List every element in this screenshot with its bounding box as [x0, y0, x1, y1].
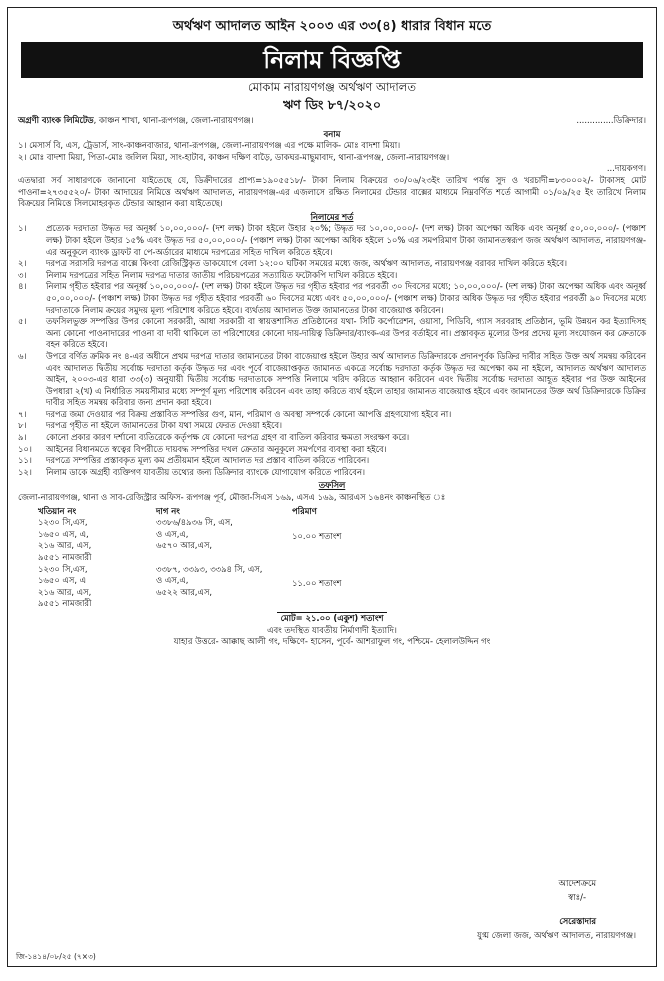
dag-line: ৬৫২২ আর,এস, — [156, 586, 213, 597]
khatian-line: ৯৫৫১ নামজারী — [38, 598, 92, 609]
condition-number: ৭। — [18, 408, 27, 419]
condition-number: ১২। — [18, 466, 32, 477]
table-header-khatian: খতিয়ান নং — [38, 505, 77, 516]
condition-text: দরপত্রে সম্পত্তির প্রস্তাবকৃত মূল্য কম প্রতীয়মান হইলে আদালত দর প্রস্তাব বাতিল করিতে পারিবেন। — [46, 455, 370, 466]
dag-line: ও এস,এ, — [156, 575, 189, 586]
khatian-line: ২১৬ আর, এস, — [38, 540, 92, 551]
law-reference-header: অর্থঋণ আদালত আইন ২০০৩ এর ৩৩(৪) ধারার বিধান মতে — [172, 19, 492, 34]
decree-holder-name: অগ্রণী ব্যাংক লিমিটেড — [18, 115, 94, 126]
condition-number: ৩। — [18, 269, 27, 280]
khatian-line: ১৬৫০ এস, এ, — [38, 528, 89, 539]
signatory-title: সেরেস্তাদার — [559, 916, 596, 926]
khatian-line: ১২৩০ সি,এস, — [38, 517, 88, 528]
decree-holder-line — [18, 115, 646, 127]
condition-item — [18, 258, 646, 270]
table-header-amount: পরিমাণ — [292, 505, 317, 516]
debtor-list — [18, 140, 646, 175]
signatory-office: যুগ্ম জেলা জজ, অর্থঋণ আদালত, নারায়ণগঞ্জ। — [477, 930, 636, 940]
dag-line: ৬৫৭০ আর,এস, — [156, 540, 213, 551]
dag-line: ও এস,এ, — [156, 528, 189, 539]
intro-paragraph: এতদ্বারা সর্ব সাধারণকে জানানো যাইতেছে যে, ডিক্রীদারের প্রাপ্য=১৯০৫৫১৮/- টাকা নিলাম বিক্রয়ের ৩০/০৬/২৩ইং তারিখ পর্যন্ত সুদ ও খরচাদী=৮৩০০০২/- টাকাসহ মোট পাওনা=২৭৩৫৫২০/- টাকা আদায়ের নিমিত্তে অর্থঋণ আদালত, নারায়ণগঞ্জ-এর এজলাসে রক্ষিত নিলামের টেন্ডার বাক্সের মাধ্যমে নিম্নবর্ণিত শর্তে আগামী ০১/০৯/২৫ ইং তারিখে নিলাম বিক্রয়ের নিমিত্তে সিলমোহরকৃত টেন্ডার আহ্বান করা যাইতেছে। — [18, 175, 646, 209]
dag-line: ৩৩৮৬/৪৯৩৬ সি, এস, — [156, 517, 233, 528]
court-name: মোকাম নারায়ণগঞ্জ অর্থঋণ আদালত — [248, 79, 416, 94]
notice-title: নিলাম বিজ্ঞপ্তি — [21, 42, 643, 78]
conditions-list — [18, 223, 646, 478]
order-label: আদেশক্রমে — [558, 878, 596, 888]
condition-text: দরপত্র সরাসরি দরপত্র বাক্সে কিংবা রেজিস্ট্রিকৃত ডাকযোগে বেলা ১২:০০ ঘটিকা সময়ের মধ্যে জজ, অর্থঋণ আদালত, নারায়ণগঞ্জ বরাবর দাখিল করিতে হইবে। — [46, 258, 568, 269]
footer-code: জি-১৪১৪/০৮/২৫ (৭×৩) — [16, 951, 96, 961]
table-header-dag: দাগ নং — [156, 505, 180, 516]
condition-text: দরপত্র গৃহীত না হইলে জামানতের টাকা যথা সময়ে ফেরত দেওয়া হইবে। — [46, 420, 283, 431]
schedule-heading: তফসিল — [318, 480, 346, 491]
condition-item — [18, 281, 646, 316]
condition-item — [18, 409, 646, 421]
khatian-line: ৯৫৫১ নামজারী — [38, 552, 92, 563]
condition-item — [18, 455, 646, 467]
amount-cell: ১০.০০ শতাংশ — [292, 531, 342, 542]
amount-cell: ১১.০০ শতাংশ — [292, 577, 342, 588]
condition-text: দরপত্র জমা দেওয়ার পর বিক্রয় প্রস্তাবিত সম্পত্তির গুণ, মান, পরিমাণ ও অবস্থা সম্পর্কে কোনো আপত্তি গ্রহণযোগ্য হইবে না। — [46, 408, 452, 419]
condition-text: কোনো প্রকার কারণ দর্শানো ব্যতিরেকে কর্তৃপক্ষ যে কোনো দরপত্র গ্রহণ বা বাতিল করিবার ক্ষমতা সংরক্ষণ করে। — [46, 432, 410, 443]
signature: স্বাঃ/- — [568, 892, 586, 902]
condition-number: ২। — [18, 258, 27, 269]
condition-item — [18, 444, 646, 456]
conditions-heading: নিলামের শর্ত — [310, 211, 354, 222]
condition-item — [18, 270, 646, 282]
decree-holder-role: ..............ডিক্রিদার। — [576, 115, 646, 126]
condition-text: তফসিলভুক্ত সম্পত্তির উপর কোনো সরকারী, আধা সরকারী বা স্বায়ত্তশাসিত প্রতিষ্ঠানের যথা- সিটি কর্পোরেশন, ওয়াসা, পিডিবি, গ্যাস সরবরাহ প্রতিষ্ঠান, ভূমি উন্নয়ন কর ইত্যাদিসহ অন্য কোনো পাওনাদারের পাওনা বা দাবী থাকিলে তা পরিশোধের কোনো দায়-দায়িত্ব ডিক্রিদার/ব্যাংক-এর উপর বর্তাইবে না। প্রস্তাবকৃত মূল্যের উপর প্রদেয় মূল্য সংযোজন কর ক্রেতাকে বহন করিতে হইবে। — [46, 316, 646, 350]
khatian-line: ২১৬ আর, এস, — [38, 586, 92, 597]
condition-number: ৪। — [18, 281, 27, 292]
condition-number: ৮। — [18, 420, 27, 431]
schedule-intro: জেলা-নারায়ণগঞ্জ, থানা ও সাব-রেজিস্ট্রার অফিস- রূপগঞ্জ পূর্ব, মৌজা-সিএস ১৬৯, এসএ ১৬৯, আরএস ১৬৪নং কাঞ্চনস্থিত ঃ — [18, 492, 446, 503]
decree-holder — [18, 115, 254, 127]
table-row — [38, 564, 412, 610]
condition-text: প্রত্যেক দরদাতা উদ্ধৃত দর অনূর্ধ্ব ১০,০০,০০০/- (দশ লক্ষ) টাকা হইলে উহার ২০%; উদ্ধৃত দর ১০,০০,০০০/- (দশ লক্ষ) টাকা অপেক্ষা অধিক এবং অনূর্ধ্ব ৫০,০০,০০০/- (পঞ্চাশ লক্ষ) টাকা হইলে উহার ১৫% এবং উদ্ধৃত দর ৫০,০০,০০০/- (পঞ্চাশ লক্ষ) টাকা অপেক্ষা অধিক হইলে ১০% এর সমপরিমাণ টাকা জামানতস্বরূপ জজ অর্থঋণ আদালত, নারায়ণগঞ্জ-এর অনুকূলে ব্যাংক ড্রাফট বা পে-অর্ডারের মাধ্যমে দরপত্রের সহিত দাখিল করিতে হইবে। — [46, 223, 646, 257]
total-area: মোট= ২১.০০ (একুশ) শতাংশ — [18, 613, 646, 625]
condition-text: নিলাম গৃহীত হইবার পর অনূর্ধ্ব ১০,০০,০০০/- (দশ লক্ষ) টাকা হইলে উদ্ধৃত দর গৃহীত হইবার পর পরবর্তী ৩০ দিবসের মধ্যে; ১০,০০,০০০/- (দশ লক্ষ) টাকা অপেক্ষা অধিক এবং অনূর্ধ্ব ৫০,০০,০০০/- (পঞ্চাশ লক্ষ) টাকা উদ্ধৃত দর গৃহীত হইবার পরবর্তী ৬০ দিবসের মধ্যে এবং ৫০,০০,০০০/- (পঞ্চাশ লক্ষ) টাকার অধিক উদ্ধৃত দর গৃহীত হইবার পরবর্তী ৯০ দিবসের মধ্যে দরদাতাকে নিলাম ক্রয়ের সমুদয় মূল্য পরিশোধ করিতে হইবে। ব্যর্থতায় আদালত উক্ত জামানতের টাকা বাজেয়াপ্ত করিবেন। — [46, 281, 646, 315]
boundary-description: যাহার উত্তরে- আক্কাছ আলী গং, দক্ষিণে- হাসেন, পূর্বে- আশরাফুল গং, পশ্চিমে- হেলালউদ্দিন গং — [173, 636, 491, 647]
versus-label: বনাম — [323, 128, 341, 139]
condition-number: ৬। — [18, 350, 27, 361]
case-number: ঋণ ডিং ৮৭/২০২০ — [282, 96, 382, 112]
condition-item — [18, 351, 646, 409]
debtor-role: ...দায়কগণ। — [606, 163, 646, 174]
condition-text: উপরে বর্ণিত ক্রমিক নং ৪-এর অধীনে প্রথম দরপত্র দাতার জামানতের টাকা বাজেয়াপ্ত হইলে উহার অর্থ আদালত ডিক্রিদারকে প্রদানপূর্বক ডিক্রির দাবীর সহিত উক্ত অর্থ সমন্বয় করিবেন এবং আদালত দ্বিতীয় সর্বোচ্চ দরদাতা কর্তৃক উদ্ধৃত দর এবং পূর্বে বাজেয়াপ্তকৃত জামানত একত্রে সর্বোচ্চ দরদাতা কর্তৃক উদ্ধৃত দর অপেক্ষা কম না হইলে, আদালত অর্থঋণ আদালত আইন, ২০০৩-এর ধারা ৩৩(৩) অনুযায়ী দ্বিতীয় সর্বোচ্চ দরদাতাকে সম্পত্তি নিলামে খরিদ করিতে আহ্বান করিবেন এবং দ্বিতীয় সর্বোচ্চ দরদাতা আহূত হইবার পর উক্ত আইনের উপধারা ২(খ) এ নির্ধারিত সময়সীমার মধ্যে সম্পূর্ণ মূল্য পরিশোধ করিবেন এবং তাহা করিতে ব্যর্থ হইলে তাহার জামানত বাজেয়াপ্ত হইবে এবং জামানতের উক্ত অর্থ ডিক্রিদারকে ডিক্রির দাবীর সহিত সমন্বয় করিবার জন্য প্রদান করা হইবে। — [46, 350, 646, 408]
notice-page — [7, 7, 657, 967]
condition-item — [18, 316, 646, 351]
condition-item — [18, 467, 646, 479]
condition-number: ১০। — [18, 443, 32, 454]
debtor-item: ২। মোঃ বাদশা মিয়া, পিতা-মোঃ জলিল মিয়া, সাং-হাটাব, কাঞ্চন দক্ষিণ বাড়ৈ, ডাকঘর-মাছুমাবাদ, থানা-রূপগঞ্জ, জেলা-নারায়ণগঞ্জ। — [18, 151, 450, 162]
dag-line: ৩৩৮৭, ৩৩৯৩, ৩৩৯৪ সি, এস, — [156, 563, 263, 574]
condition-item — [18, 223, 646, 258]
condition-number: ১। — [18, 223, 27, 234]
debtor-item: ১। মেসার্স বি, এস, ট্রেডার্স, সাং-কাঞ্চনবাজার, থানা-রূপগঞ্জ, জেলা-নারায়ণগঞ্জ এর পক্ষে মালিক- মোঃ বাদশা মিয়া। — [18, 140, 401, 151]
condition-number: ৫। — [18, 316, 27, 327]
condition-text: নিলাম ডাকে অগ্রহী ব্যক্তিগণ যাবতীয় তথ্যের জন্য ডিক্রিদার ব্যাংকে যোগাযোগ করিতে পারিবেন। — [46, 466, 365, 477]
khatian-line: ১২৩০ সি,এস, — [38, 563, 88, 574]
table-row — [38, 517, 412, 563]
condition-text: আইনের বিধানমতে স্বত্বের বিপরীতে দায়বদ্ধ সম্পত্তির দখল ক্রেতার অনুকূলে সমর্পণের ব্যবস্থা করা হইবে। — [46, 443, 387, 454]
condition-number: ৯। — [18, 432, 27, 443]
condition-item — [18, 432, 646, 444]
decree-holder-details: , কাঞ্চন শাখা, থানা-রূপগঞ্জ, জেলা-নারায়ণগঞ্জ। — [93, 115, 254, 126]
khatian-line: ১৬৫০ এস, এ — [38, 575, 87, 586]
condition-text: নিলাম দরপত্রের সহিত নিলাম দরপত্র দাতার জাতীয় পরিচয়পত্রের সত্যায়িত ফটোকপি দাখিল করিতে হইবে। — [46, 269, 398, 280]
land-table — [38, 506, 412, 610]
condition-item — [18, 420, 646, 432]
total-note: এবং তদস্থিত যাবতীয় নির্মাণাদী ইত্যাদি। — [267, 624, 397, 635]
condition-number: ১১। — [18, 455, 32, 466]
